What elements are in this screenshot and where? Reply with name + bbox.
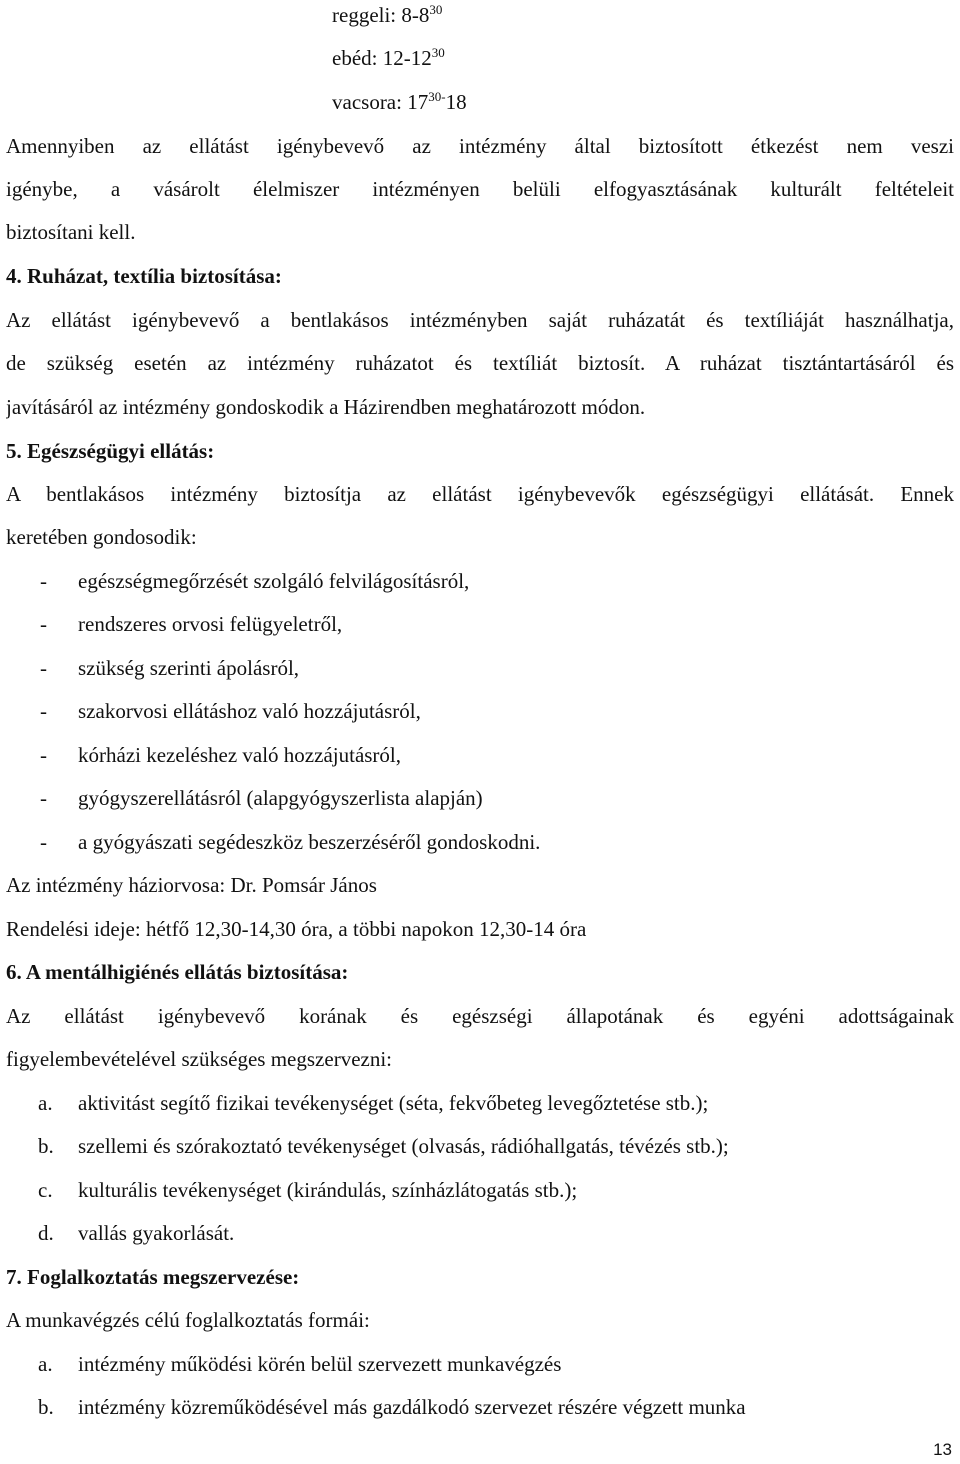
paragraph-line: de szükség esetén az intézmény ruházatot és textíliát biztosít. A ruházat tisztántartásáról és — [6, 351, 954, 375]
paragraph-line: igénybe, a vásárolt élelmiszer intézményen belüli elfogyasztásának kulturált feltételeit — [6, 177, 954, 201]
paragraph-line: Amennyiben az ellátást igénybevevő az intézmény által biztosított étkezést nem veszi — [6, 134, 954, 158]
paragraph-line: figyelembevételével szükséges megszervezni: — [6, 1047, 392, 1071]
doctor-line: Az intézmény háziorvosa: Dr. Pomsár János — [6, 873, 377, 897]
meal-breakfast: reggeli: $8-8^{30}$ — [332, 2, 443, 27]
paragraph-line: Az ellátást igénybevevő a bentlakásos intézményben saját ruházatát és textíliáját használhatja, — [6, 308, 954, 332]
office-hours-line: Rendelési ideje: hétfő 12,30-14,30 óra, a többi napokon 12,30-14 óra — [6, 917, 587, 941]
paragraph-line: biztosítani kell. — [6, 220, 136, 244]
paragraph-line: A munkavégzés célú foglalkoztatás formái: — [6, 1308, 370, 1332]
paragraph-line: Az ellátást igénybevevő korának és egészségi állapotának és egyéni adottságainak — [6, 1004, 954, 1028]
section-5-heading: 5. Egészségügyi ellátás: — [6, 439, 215, 463]
section-4-heading: 4. Ruházat, textília biztosítása: — [6, 264, 282, 288]
meal-lunch: ebéd: $12-12^{30}$ — [332, 45, 445, 70]
meal-dinner: vacsora: $17^{30-}18$ — [332, 89, 467, 114]
paragraph-line: keretében gondosodik: — [6, 525, 197, 549]
section-6-heading: 6. A mentálhigiénés ellátás biztosítása: — [6, 960, 349, 984]
paragraph-line: A bentlakásos intézmény biztosítja az ellátást igénybevevők egészségügyi ellátását. Ennek — [6, 482, 954, 506]
paragraph-line: javításáról az intézmény gondoskodik a Házirendben meghatározott módon. — [6, 395, 646, 419]
document-page: reggeli: $8-8^{30}$ ebéd: $12-12^{30}$ vacsora: $17^{30-}18$ Amennyiben az ellátást igénybevevő az intézmény által biztosított étkezést nem veszi igénybe, a vásárolt élelmiszer intézményen belüli elfogyasztásának kulturált feltételeit biztosítani kell. 4. Ruházat, textília biztosítása: Az ellátást igénybevevő a bentlakásos intézményben saját ruházatát és textíliáját használhatja, de szükség esetén az intézmény ruházatot és textíliát biztosít. A ruházat tisztántartásáról és javításáról az intézmény gondoskodik a Házirendben meghatározott módon. 5. Egészségügyi ellátás: A bentlakásos intézmény biztosítja az ellátást igénybevevők egészségügyi ellátását. Ennek keretében gondosodik: - egészségmegőrzését szolgáló felvilágosításról, - rendszeres orvosi felügyeletről, - szükség szerinti ápolásról, - szakorvosi ellátáshoz való hozzájutásról, - kórházi kezeléshez való hozzájutásról, - gyógyszerellátásról (alapgyógyszerlista alapján) - a gyógyászati segédeszköz beszerzéséről gondoskodni. Az intézmény háziorvosa: Dr. Pomsár János Rendelési ideje: hétfő 12,30-14,30 óra, a többi napokon 12,30-14 óra 6. A mentálhigiénés ellátás biztosítása: Az ellátást igénybevevő korának és egészségi állapotának és egyéni adottságainak figyelembevételével szükséges megszervezni: a. aktivitást segítő fizikai tevékenységet (séta, fekvőbeteg levegőztetése stb.); b. szellemi és szórakoztató tevékenységet (olvasás, rádióhallgatás, tévézés stb.); c. kulturális tevékenységet (kirándulás, színházlátogatás stb.); d. vallás gyakorlását. 7. Foglalkoztatás megszervezése: A munkavégzés célú foglalkoztatás formái: a. intézmény működési körén belül szervezett munkavégzés b. intézmény közreműködésével más gazdálkodó szervezet részére végzett munka 13 — [6, 2, 954, 1459]
section-7-heading: 7. Foglalkoztatás megszervezése: — [6, 1265, 300, 1289]
page-number: 13 — [933, 1440, 952, 1459]
